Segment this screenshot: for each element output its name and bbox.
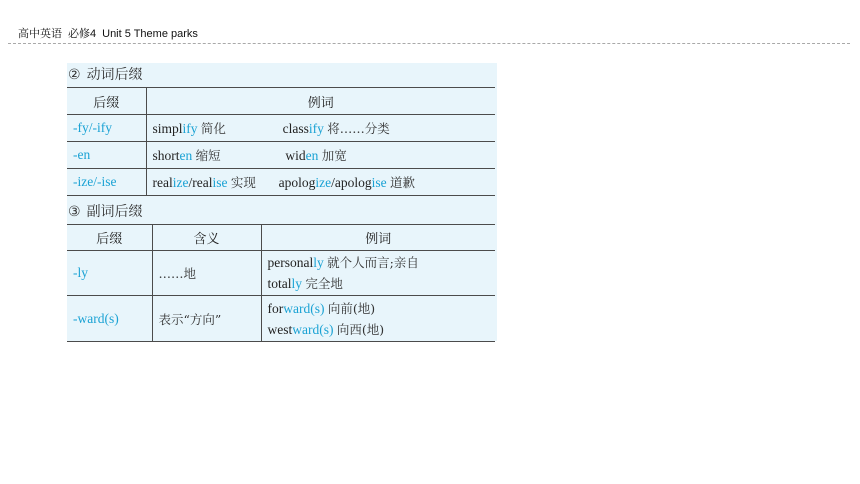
suffix-cell: -fy/-ify: [67, 115, 146, 142]
section-number: ②: [68, 67, 81, 83]
col-header-suffix: 后缀: [67, 225, 152, 251]
examples-cell: [261, 296, 495, 342]
table-header-row: [67, 225, 495, 251]
book-name: 必修4: [68, 28, 97, 40]
suffix-cell: -en: [67, 142, 146, 169]
example-meaning: 实现: [230, 175, 256, 190]
table-row: [67, 296, 495, 342]
unit-title: Unit 5 Theme parks: [102, 28, 198, 40]
example-meaning: 简化: [200, 121, 226, 136]
section-title-text: 动词后缀: [86, 67, 143, 83]
table-header-row: [67, 88, 495, 115]
example-word: simplify: [152, 121, 198, 136]
example-word: classify: [282, 121, 324, 136]
suffix-cell: -ly: [67, 251, 152, 296]
example-word: widen: [285, 148, 319, 163]
example-word: shorten: [152, 148, 193, 163]
verb-suffix-table: [67, 87, 495, 196]
col-header-meaning: 含义: [152, 225, 261, 251]
suffix-cell: -ward(s): [67, 296, 152, 342]
meaning-cell: ……地: [152, 251, 261, 296]
examples-cell: [146, 115, 495, 142]
example-word: realize/realise: [152, 175, 228, 190]
header-divider: [8, 43, 850, 44]
suffix-cell: -ize/-ise: [67, 169, 146, 196]
verb-section-title: [68, 64, 143, 84]
example-line: personally 就个人而言;亲自: [267, 255, 419, 270]
col-header-suffix: 后缀: [67, 88, 146, 115]
example-meaning: 加宽: [321, 148, 347, 163]
example-meaning: 将……分类: [327, 121, 390, 136]
meaning-cell: 表示“方向”: [152, 296, 261, 342]
adverb-section-title: [68, 201, 143, 221]
section-number: ③: [68, 204, 81, 220]
example-line: forward(s) 向前(地): [267, 300, 376, 316]
course-name: 高中英语: [18, 28, 62, 40]
examples-cell: [146, 142, 495, 169]
example-line: totally 完全地: [267, 276, 343, 291]
table-row: [67, 251, 495, 296]
adverb-suffix-table: [67, 224, 495, 342]
table-row: [67, 169, 495, 196]
example-line: westward(s) 向西(地): [267, 321, 385, 337]
section-title-text: 副词后缀: [86, 204, 143, 220]
col-header-examples: 例词: [261, 225, 495, 251]
table-row: [67, 142, 495, 169]
example-meaning: 缩短: [195, 148, 221, 163]
examples-cell: [261, 251, 495, 296]
col-header-examples: 例词: [146, 88, 495, 115]
example-word: apologize/apologise: [278, 175, 387, 190]
page-header: [18, 25, 198, 41]
examples-cell: [146, 169, 495, 196]
example-meaning: 道歉: [390, 175, 416, 190]
table-row: [67, 115, 495, 142]
